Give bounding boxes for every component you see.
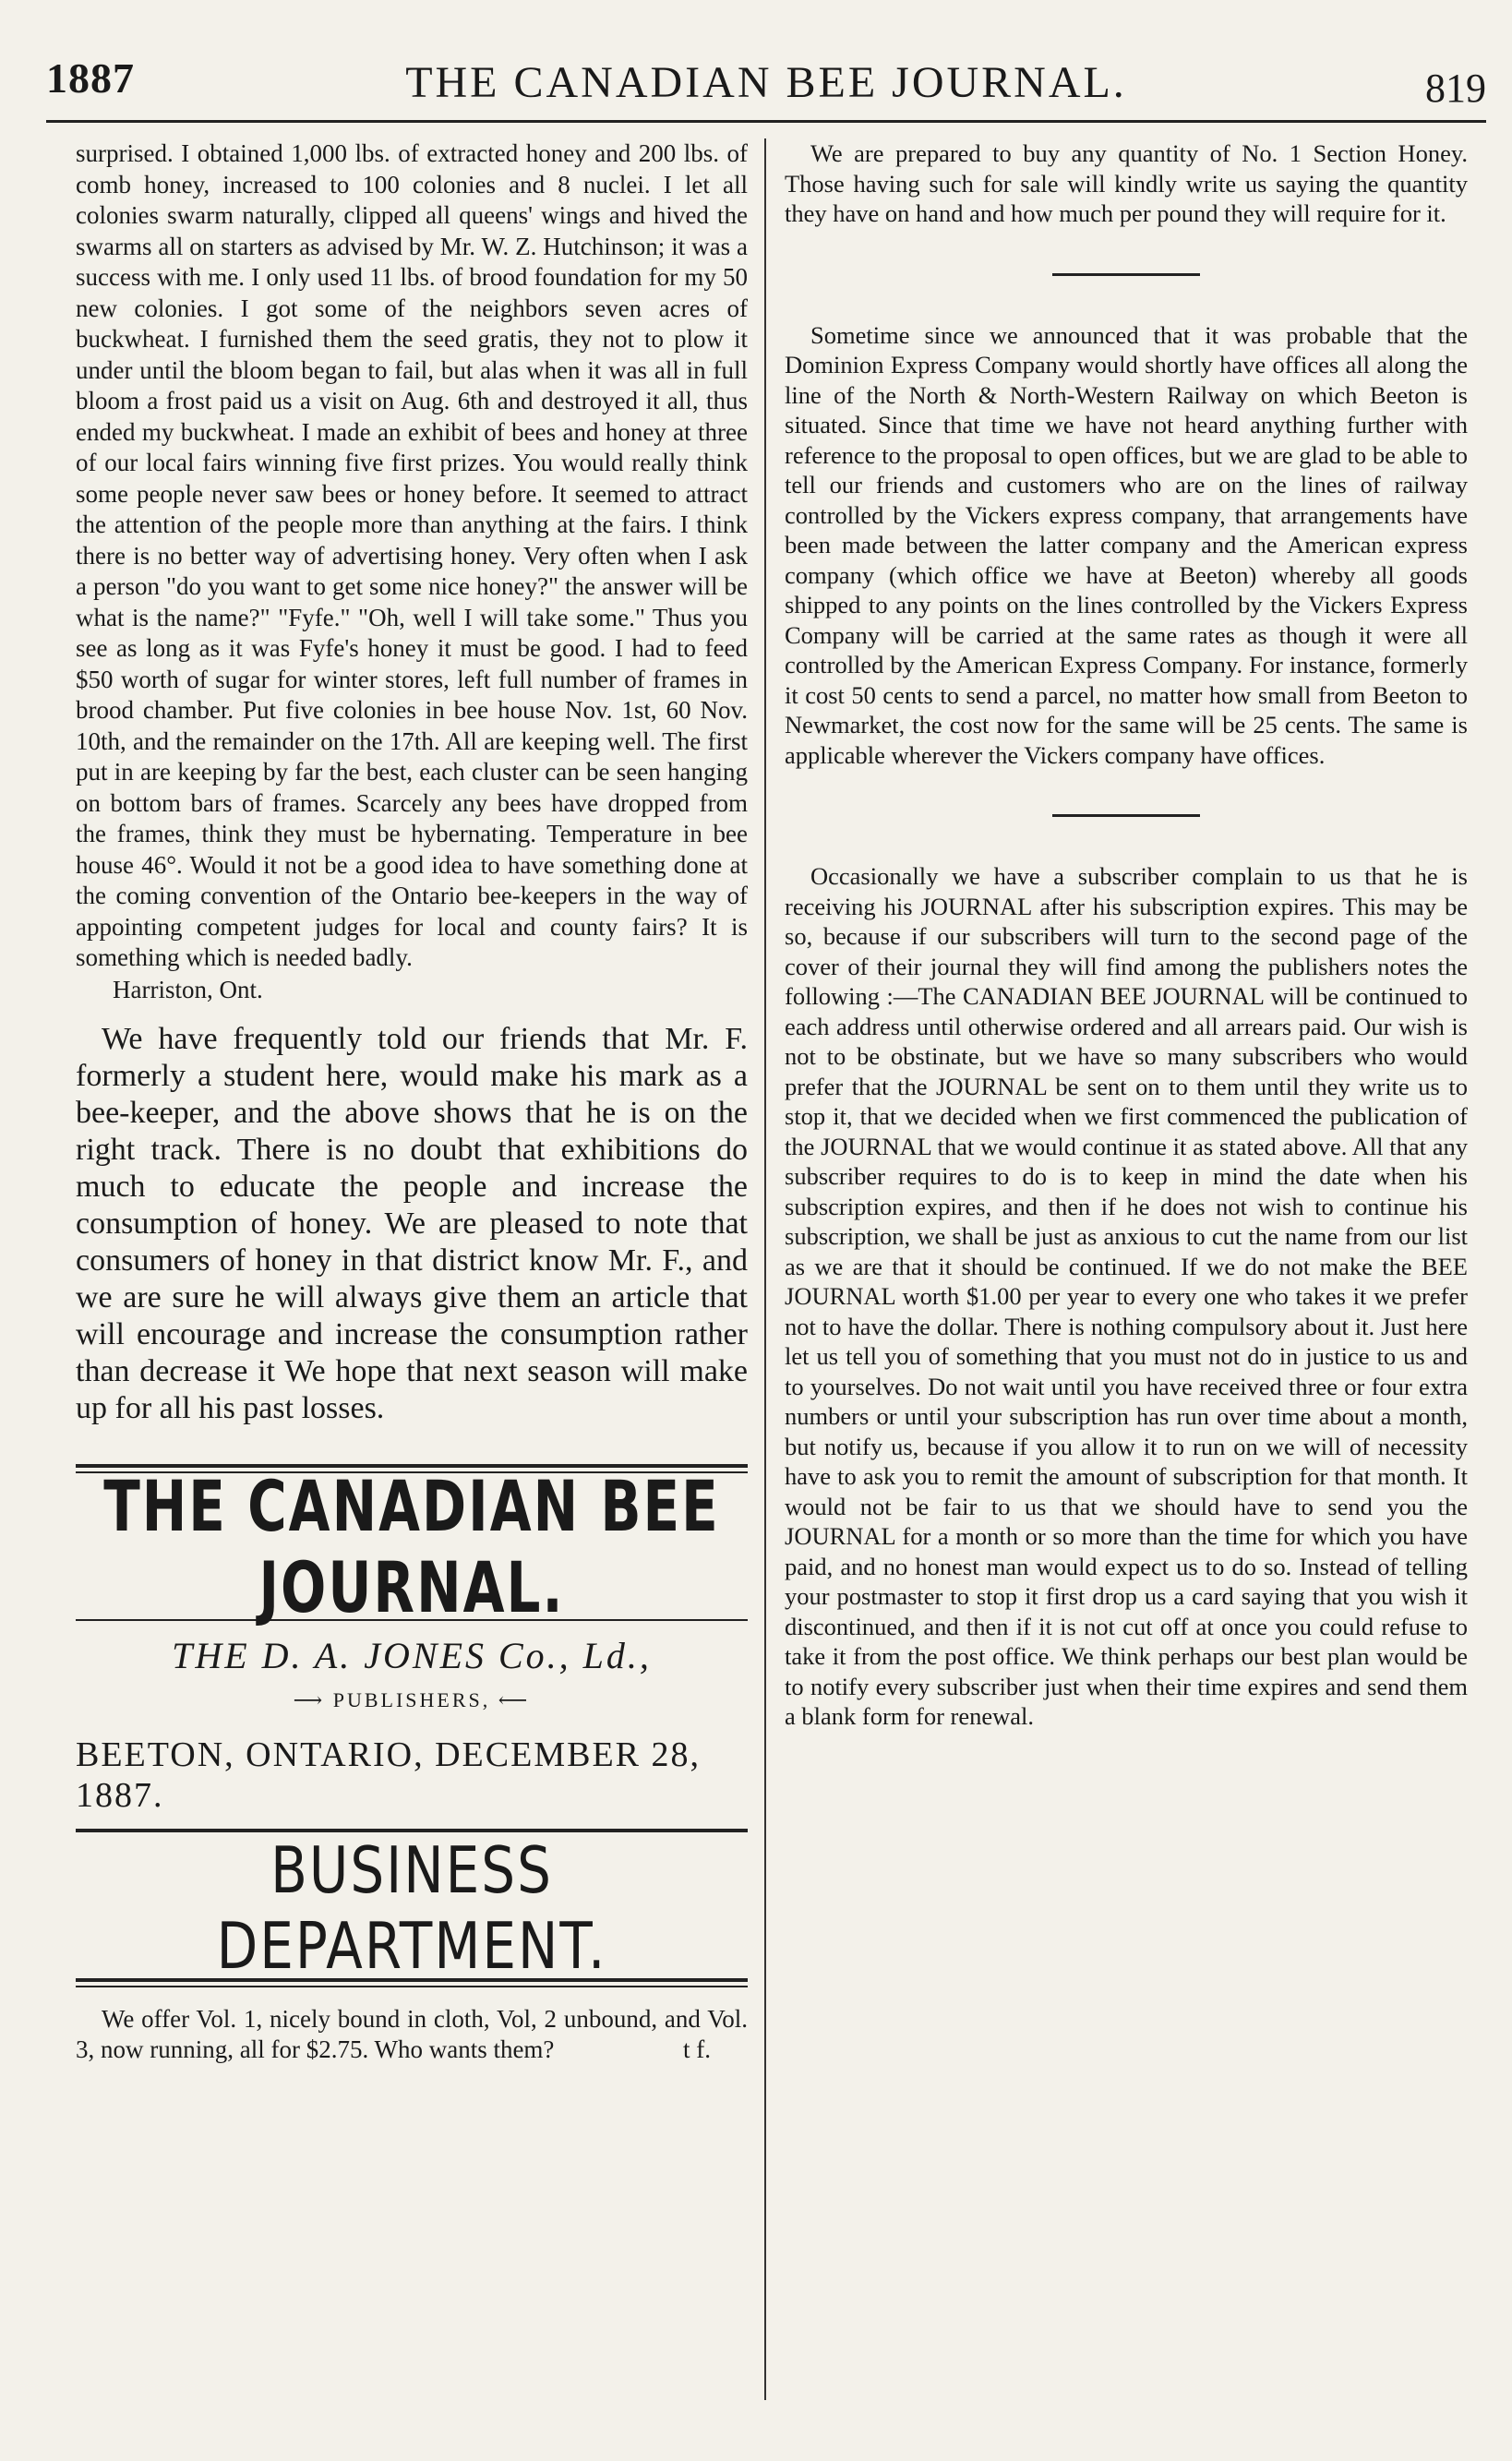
masthead-title: THE CANADIAN BEE JOURNAL.	[103, 1465, 720, 1628]
offer-tag: t f.	[683, 2035, 711, 2063]
volume-offer: We offer Vol. 1, nicely bound in cloth, Vol, 2 unbound, and Vol. 3, now running, all for $2.75. Who wants them? t f.	[76, 2004, 748, 2066]
notice-subscriptions: Occasionally we have a subscriber complain to us that he is receiving his JOURNAL after his subscription expires. This may be so, because if our subscribers will turn to the second page of the cover of their journal they will find among the publishers notes the following :—The CANADIAN BEE JOURNAL will be continued to each address until otherwise ordered and all arrears paid. Our wish is not to be obstinate, but we have so many subscribers who would prefer that the JOURNAL be sent on to them until they write us to stop it, that we decided when we first commenced the publication of the JOURNAL that we would continue it as stated above. All that any subscriber requires to do is to keep in mind the date when his subscription expires, and then if he does not wish to continue his subscription, we shall be just as anxious to cut the name from our list as we are that it should be continued. If we do not make the BEE JOURNAL worth $1.00 per year to every one who takes it we prefer not to have the dollar. There is nothing compulsory about it. Just here let us tell you of something that you must not do in justice to us and to yourselves. Do not wait until you have received three or four extra numbers or until your subscription has run over time about a month, but notify us, because if you allow it to run on we will of necessity have to ask you to remit the amount of subscription for that month. It would not be fair to us that we should have to send you the JOURNAL for a month or so more than the time for which you have paid, and no honest man would expect us to do so. Instead of telling your postmaster to stop it first drop us a card saying that you wish it discontinued, and then if it is not cut off at once you could refuse to take it from the post office. We think perhaps our best plan would be to notify every subscriber just when their time expires and send them a blank form for renewal.	[785, 862, 1468, 1730]
header-page-number: 819	[1425, 66, 1486, 111]
letter-text: surprised. I obtained 1,000 lbs. of extracted honey and 200 lbs. of comb honey, increased to 100 colonies and 8 nuclei. I let all colonies swarm naturally, clipped all queens' wings and hived the swarms all on starters as advised by Mr. W. Z. Hutchinson; it was a success with me. I only used 11 lbs. of brood foundation for my 50 new colonies. I got some of the neighbors seven acres of buckwheat. I furnished them the seed gratis, they not to plow it under until the bloom began to fail, but alas when it was all in full bloom a frost paid us a visit on Aug. 6th and destroyed it all, thus ended my buckwheat. I made an exhibit of bees and honey at three of our local fairs winning five first prizes. You would really think some people never saw bees or honey before. It seemed to attract the attention of the people more than anything at the fairs. I think there is no better way of advertising honey. Very often when I ask a person "do you want to get some nice honey?" the answer will be what is the name?" "Fyfe." "Oh, well I will take some." Thus you see as long as it was Fyfe's honey it must be good. I had to feed $50 worth of sugar for winter stores, left full number of frames in brood chamber. Put five colonies in bee house Nov. 1st, 60 Nov. 10th, and the remainder on the 17th. All are keeping well. The first put in are keeping by far the best, each cluster can be seen hanging on bottom bars of frames. Scarcely any bees have dropped from the frames, think they must be hybernating. Temperature in bee house 46°. Would it not be a good idea to have something done at the coming convention of the Ontario bee-keepers in the way of appointing competent judges for local and county fairs? It is something which is needed badly.	[76, 139, 748, 971]
header-title: THE CANADIAN BEE JOURNAL.	[405, 58, 1127, 107]
arrow-left-icon: ⟵	[498, 1687, 531, 1711]
masthead-publisher: THE D. A. JONES Co., Ld.,	[172, 1634, 652, 1676]
masthead	[76, 1464, 748, 1987]
right-column	[785, 138, 1468, 1732]
arrow-right-icon: ⟶	[293, 1687, 326, 1711]
left-column	[76, 138, 748, 2066]
letter-signoff: Harriston, Ont.	[113, 975, 263, 1003]
section-rule-2	[1052, 814, 1200, 817]
column-divider	[764, 138, 766, 2400]
page-header	[46, 37, 1486, 123]
notice-section-honey: We are prepared to buy any quantity of No. 1 Section Honey. Those having such for sale will kindly write us saying the quantity they have on hand and how much per pound they will require for it.	[785, 139, 1468, 227]
section-rule-1	[1052, 273, 1200, 276]
masthead-rule-dept-top	[76, 1829, 748, 1832]
header-year: 1887	[46, 54, 135, 102]
notice-express-company: Sometime since we announced that it was probable that the Dominion Express Company would shortly have offices all along the line of the North & North-Western Railway on which Beeton is situated. Since that time we have not heard anything further with reference to the proposal to open offices, but we are glad to be able to tell our friends and customers who are on the lines of railway controlled by the Vickers express company, that arrangements have been made between the latter company and the American express company (which office we have at Beeton) whereby all goods shipped to any points on the lines controlled by the Vickers Express Company will be carried at the same rates as though it were all controlled by the American Express Company. For instance, formerly it cost 50 cents to send a parcel, no matter how small from Beeton to Newmarket, the cost now for the same will be 25 cents. The same is applicable wherever the Vickers company have offices.	[785, 320, 1468, 769]
business-department-heading: BUSINESS DEPARTMENT.	[216, 1831, 607, 1984]
masthead-publishers-label: ⟶ PUBLISHERS, ⟵	[293, 1687, 531, 1711]
masthead-dateline: BEETON, ONTARIO, DECEMBER 28, 1887.	[76, 1735, 702, 1815]
editorial-note: We have frequently told our friends that Mr. F. formerly a student here, would make his mark as a bee-keeper, and the above shows that he is on the right track. There is no doubt that exhibitions do much to educate the people and increase the consumption of honey. We are pleased to note that consumers of honey in that district know Mr. F., and we are sure he will always give them an article that will encourage and increase the consumption rather than decrease it We hope that next season will make up for all his past losses.	[76, 1021, 748, 1425]
